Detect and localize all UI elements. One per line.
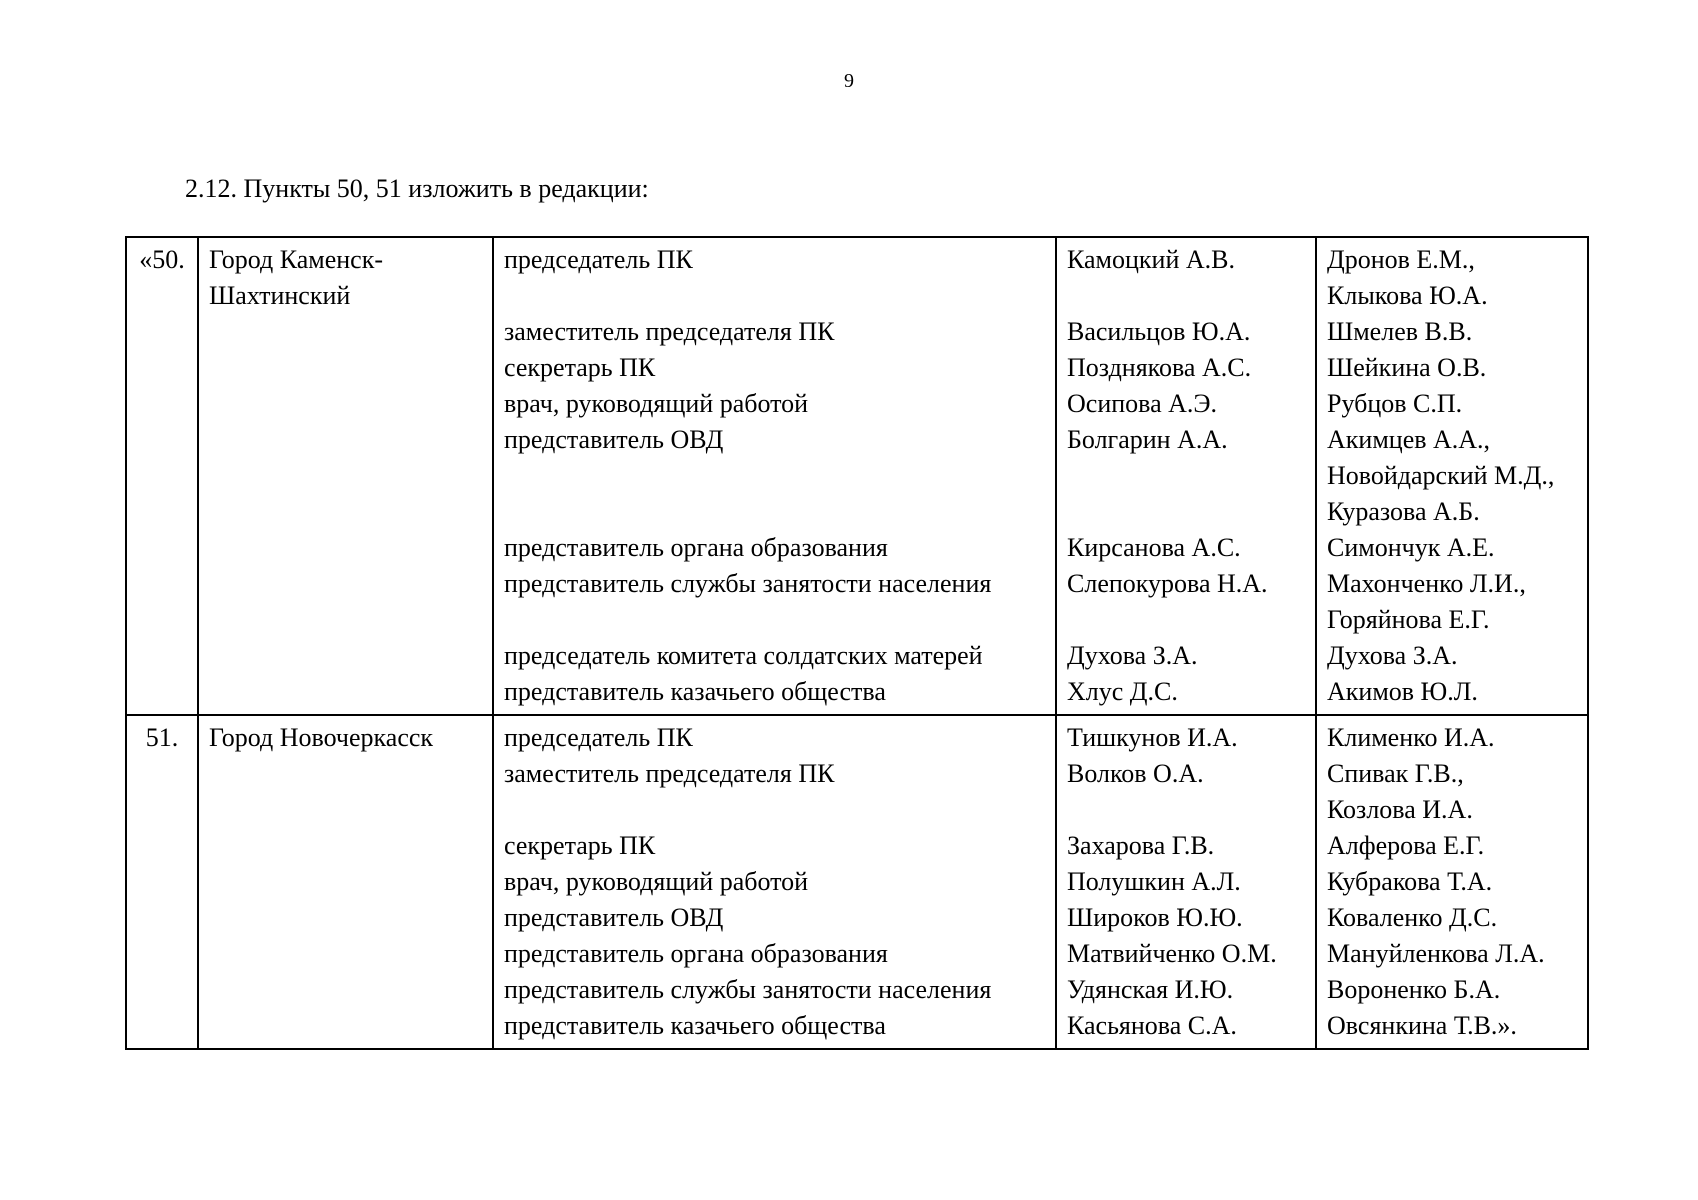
member-name: [1067, 278, 1305, 314]
member-name: Волков О.А.: [1067, 759, 1204, 788]
reserve-name: Шмелев В.В.: [1327, 317, 1473, 346]
reserve-name: Рубцов С.П.: [1327, 389, 1463, 418]
reserve-name: Вороненко Б.А.: [1327, 975, 1501, 1004]
reserve-name: Козлова И.А.: [1327, 795, 1473, 824]
commissions-table: [125, 236, 1589, 1050]
table-row: [126, 715, 1588, 1049]
member-name: [1067, 494, 1305, 530]
reserve-name: Коваленко Д.С.: [1327, 903, 1498, 932]
role-title: председатель ПК: [504, 245, 693, 274]
reserve-name: Духова З.А.: [1327, 641, 1458, 670]
member-name: Духова З.А.: [1067, 641, 1198, 670]
reserve-name: Новойдарский М.Д.,: [1327, 461, 1555, 490]
reserves-cell: [1316, 715, 1588, 1049]
roles-cell: [493, 715, 1056, 1049]
role-title: [504, 278, 1045, 314]
member-name: Полушкин А.Л.: [1067, 867, 1241, 896]
city-cell: [198, 715, 493, 1049]
role-title: представитель ОВД: [504, 425, 724, 454]
role-title: представитель органа образования: [504, 533, 888, 562]
table-body: [126, 237, 1588, 1049]
reserve-name: Клыкова Ю.А.: [1327, 281, 1488, 310]
member-name: Захарова Г.В.: [1067, 831, 1215, 860]
reserve-name: Акимов Ю.Л.: [1327, 677, 1478, 706]
member-name: Осипова А.Э.: [1067, 389, 1218, 418]
member-name: Камоцкий А.В.: [1067, 245, 1235, 274]
reserve-name: Алферова Е.Г.: [1327, 831, 1485, 860]
member-name: Хлус Д.С.: [1067, 677, 1178, 706]
role-title: [504, 602, 1045, 638]
member-name: Касьянова С.А.: [1067, 1011, 1237, 1040]
reserve-name: Дронов Е.М.,: [1327, 245, 1475, 274]
member-name: [1067, 458, 1305, 494]
reserve-name: Кубракова Т.А.: [1327, 867, 1493, 896]
reserve-name: Клименко И.А.: [1327, 723, 1495, 752]
reserve-name: Мануйленкова Л.А.: [1327, 939, 1545, 968]
member-name: Слепокурова Н.А.: [1067, 569, 1268, 598]
item-number-cell: [126, 237, 198, 715]
item-number-cell: [126, 715, 198, 1049]
city-name: Шахтинский: [209, 281, 351, 310]
city-name: Город Каменск-: [209, 245, 384, 274]
member-name: Позднякова А.С.: [1067, 353, 1252, 382]
role-title: представитель органа образования: [504, 939, 888, 968]
role-title: [504, 458, 1045, 494]
members-cell: [1056, 715, 1316, 1049]
item-number: 51.: [145, 723, 179, 752]
role-title: представитель ОВД: [504, 903, 724, 932]
member-name: Тишкунов И.А.: [1067, 723, 1238, 752]
member-name: Кирсанова А.С.: [1067, 533, 1241, 562]
members-cell: [1056, 237, 1316, 715]
page-number: 9: [844, 70, 854, 92]
member-name: [1067, 602, 1305, 638]
reserve-name: Махонченко Л.И.,: [1327, 569, 1526, 598]
role-title: председатель комитета солдатских матерей: [504, 641, 983, 670]
role-title: заместитель председателя ПК: [504, 317, 835, 346]
role-title: секретарь ПК: [504, 831, 656, 860]
member-name: Васильцов Ю.А.: [1067, 317, 1251, 346]
reserve-name: Спивак Г.В.,: [1327, 759, 1464, 788]
reserve-name: Куразова А.Б.: [1327, 497, 1480, 526]
reserve-name: Овсянкина Т.В.».: [1327, 1011, 1517, 1040]
reserve-name: Горяйнова Е.Г.: [1327, 605, 1490, 634]
role-title: представитель службы занятости населения: [504, 569, 992, 598]
reserve-name: Симончук А.Е.: [1327, 533, 1495, 562]
item-number: «50.: [139, 245, 185, 274]
roles-cell: [493, 237, 1056, 715]
intro-paragraph: 2.12. Пункты 50, 51 изложить в редакции:: [185, 174, 649, 203]
member-name: Матвийченко О.М.: [1067, 939, 1277, 968]
member-name: Болгарин А.А.: [1067, 425, 1228, 454]
reserves-cell: [1316, 237, 1588, 715]
role-title: [504, 494, 1045, 530]
reserve-name: Акимцев А.А.,: [1327, 425, 1491, 454]
role-title: врач, руководящий работой: [504, 867, 809, 896]
member-name: [1067, 792, 1305, 828]
role-title: представитель казачьего общества: [504, 1011, 886, 1040]
city-cell: [198, 237, 493, 715]
role-title: [504, 792, 1045, 828]
role-title: представитель казачьего общества: [504, 677, 886, 706]
role-title: секретарь ПК: [504, 353, 656, 382]
table-row: [126, 237, 1588, 715]
member-name: Удянская И.Ю.: [1067, 975, 1234, 1004]
role-title: заместитель председателя ПК: [504, 759, 835, 788]
city-name: Город Новочеркасск: [209, 723, 434, 752]
role-title: председатель ПК: [504, 723, 693, 752]
member-name: Широков Ю.Ю.: [1067, 903, 1243, 932]
role-title: представитель службы занятости населения: [504, 975, 992, 1004]
reserve-name: Шейкина О.В.: [1327, 353, 1487, 382]
role-title: врач, руководящий работой: [504, 389, 809, 418]
